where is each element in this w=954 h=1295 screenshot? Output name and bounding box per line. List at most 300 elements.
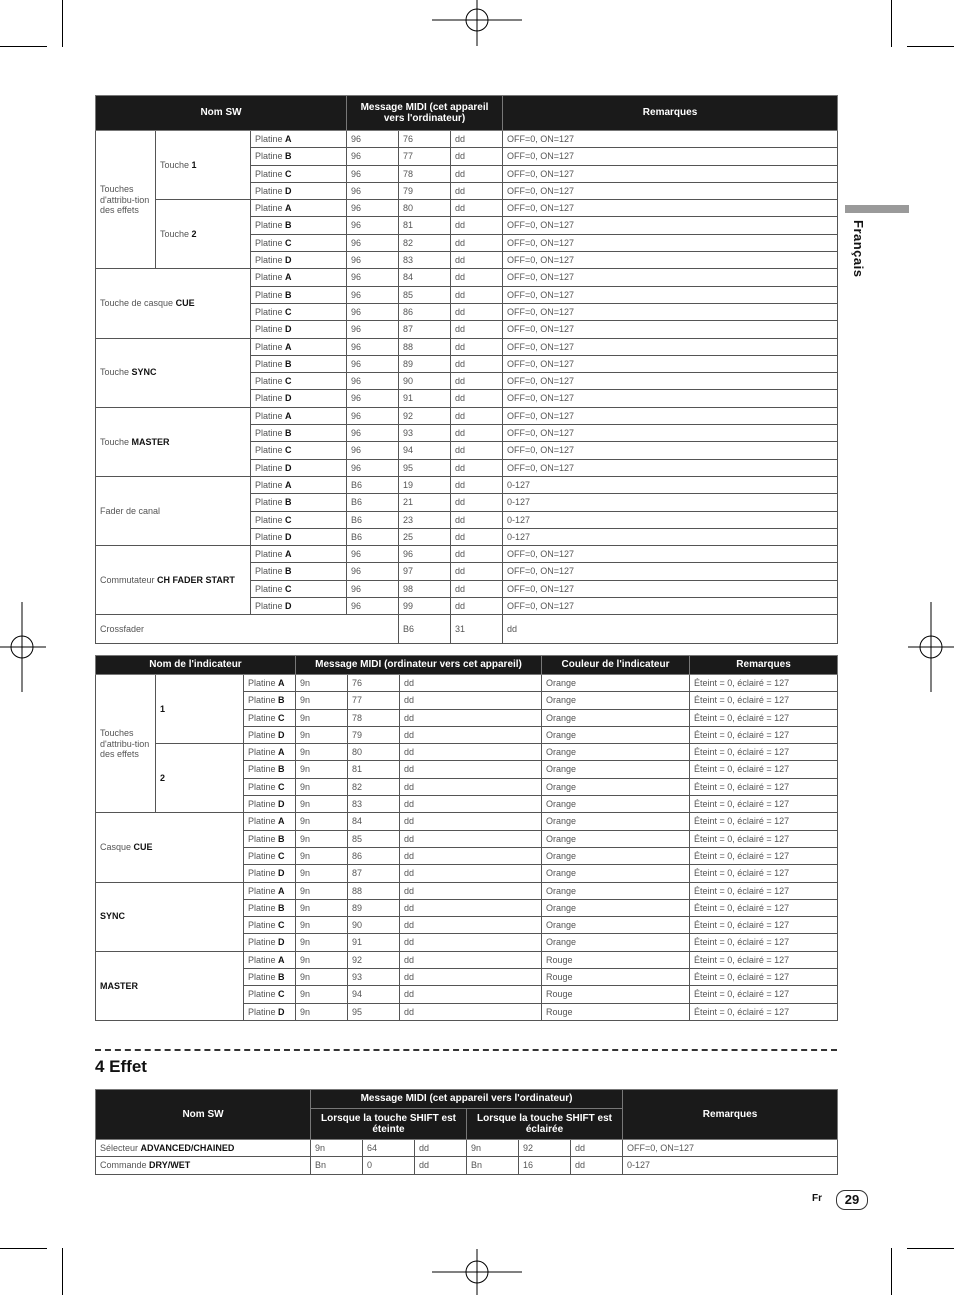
remark: Éteint = 0, éclairé = 127 (690, 761, 838, 778)
header-message-midi: Message MIDI (cet appareil vers l'ordinateur) (347, 96, 503, 131)
indicator-color: Rouge (542, 951, 690, 968)
status-byte: 96 (347, 165, 399, 182)
note-number: 85 (348, 830, 400, 847)
status-byte: 96 (347, 217, 399, 234)
remark: 0-127 (503, 476, 838, 493)
remark: OFF=0, ON=127 (503, 355, 838, 372)
data-byte: dd (400, 796, 542, 813)
deck-letter: A (278, 816, 285, 827)
table-row (96, 131, 838, 148)
indicator-color: Rouge (542, 969, 690, 986)
group-label (96, 131, 156, 269)
deck-cell (244, 1003, 296, 1020)
deck-cell (251, 217, 347, 234)
note-number: 87 (348, 865, 400, 882)
note-number: 87 (399, 321, 451, 338)
deck-prefix: Platine (255, 341, 283, 352)
data-byte: dd (451, 442, 503, 459)
deck-cell (251, 476, 347, 493)
group-label-bold: CUE (175, 298, 195, 309)
midi-table-effects (95, 1089, 838, 1175)
remark: OFF=0, ON=127 (503, 563, 838, 580)
remark: Éteint = 0, éclairé = 127 (690, 865, 838, 882)
indicator-color: Orange (542, 796, 690, 813)
deck-prefix: Platine (255, 531, 283, 542)
data-byte: dd (451, 217, 503, 234)
group-label-text: Commutateur (100, 575, 155, 586)
note-number: 84 (399, 269, 451, 286)
crop-mark (0, 46, 47, 47)
deck-prefix: Platine (248, 695, 276, 706)
deck-letter: D (278, 799, 285, 810)
note-number: 85 (399, 286, 451, 303)
deck-letter: A (285, 549, 292, 560)
deck-letter: C (285, 583, 292, 594)
deck-cell (251, 425, 347, 442)
status-byte: 9n (296, 709, 348, 726)
deck-letter: B (285, 220, 292, 231)
status-byte: 96 (347, 563, 399, 580)
deck-cell (251, 390, 347, 407)
status-byte: 96 (347, 425, 399, 442)
data-byte: dd (451, 476, 503, 493)
deck-letter: C (285, 237, 292, 248)
data-byte: dd (400, 951, 542, 968)
data-byte: dd (451, 355, 503, 372)
remark: 0-127 (503, 511, 838, 528)
remark: OFF=0, ON=127 (503, 165, 838, 182)
deck-letter: A (278, 885, 285, 896)
deck-cell (251, 303, 347, 320)
deck-prefix: Platine (255, 393, 283, 404)
table-header-row (96, 1090, 838, 1109)
header-remarques: Remarques (623, 1090, 838, 1140)
data-byte: dd (400, 847, 542, 864)
header-couleur: Couleur de l'indicateur (542, 656, 690, 675)
group-label-bold: SYNC (100, 911, 126, 922)
deck-prefix: Platine (248, 781, 276, 792)
deck-prefix: Platine (255, 497, 283, 508)
deck-letter: D (285, 462, 292, 473)
deck-letter: A (278, 747, 285, 758)
group-label-bold: CH FADER START (157, 575, 235, 586)
deck-cell (244, 778, 296, 795)
table-row (96, 546, 838, 563)
status-byte: 9n (296, 692, 348, 709)
note-number: 21 (399, 494, 451, 511)
remark: OFF=0, ON=127 (503, 598, 838, 615)
deck-prefix: Platine (255, 600, 283, 611)
remark: OFF=0, ON=127 (503, 407, 838, 424)
deck-prefix: Platine (255, 462, 283, 473)
note-number: 76 (399, 131, 451, 148)
note-number: 80 (399, 200, 451, 217)
remark: Éteint = 0, éclairé = 127 (690, 744, 838, 761)
registration-mark (432, 1249, 522, 1295)
data-byte: dd (400, 865, 542, 882)
subgroup-label (156, 131, 251, 200)
deck-letter: B (278, 972, 285, 983)
midi-value: dd (571, 1140, 623, 1157)
data-byte: dd (451, 373, 503, 390)
deck-letter: B (278, 902, 285, 913)
status-byte: 9n (296, 986, 348, 1003)
note-number: 83 (348, 796, 400, 813)
remark: OFF=0, ON=127 (503, 148, 838, 165)
status-byte: 9n (296, 761, 348, 778)
group-label-text: Touche (100, 367, 130, 378)
note-number: 90 (399, 373, 451, 390)
deck-cell (244, 813, 296, 830)
group-label-text: Touches d'attribu-tion des effets (100, 728, 150, 759)
table-row (96, 675, 838, 692)
deck-prefix: Platine (248, 764, 276, 775)
status-byte: B6 (399, 615, 451, 644)
deck-letter: C (285, 514, 292, 525)
deck-prefix: Platine (255, 324, 283, 335)
group-label-text: Touche (100, 436, 130, 447)
indicator-color: Orange (542, 778, 690, 795)
crop-mark (891, 1248, 892, 1295)
group-label (96, 951, 244, 1020)
deck-cell (244, 951, 296, 968)
deck-prefix: Platine (248, 729, 276, 740)
deck-cell (251, 131, 347, 148)
deck-cell (251, 494, 347, 511)
note-number: 99 (399, 598, 451, 615)
deck-prefix: Platine (255, 358, 283, 369)
deck-prefix: Platine (255, 376, 283, 387)
group-label-bold: MASTER (100, 980, 138, 991)
indicator-color: Orange (542, 847, 690, 864)
status-byte: B6 (347, 511, 399, 528)
data-byte: dd (451, 131, 503, 148)
note-number: 82 (348, 778, 400, 795)
group-label-text: Casque (100, 842, 132, 853)
deck-cell (251, 234, 347, 251)
indicator-color: Orange (542, 709, 690, 726)
midi-value: dd (415, 1140, 467, 1157)
midi-value: 64 (363, 1140, 415, 1157)
data-byte: dd (400, 778, 542, 795)
subgroup-label-bold: 2 (160, 773, 166, 784)
deck-letter: A (278, 677, 285, 688)
midi-value: dd (571, 1157, 623, 1174)
data-byte: dd (400, 726, 542, 743)
remark: OFF=0, ON=127 (503, 303, 838, 320)
deck-letter: C (278, 850, 285, 861)
data-byte: dd (451, 425, 503, 442)
status-byte: 9n (296, 917, 348, 934)
indicator-color: Orange (542, 813, 690, 830)
note-number: 81 (399, 217, 451, 234)
deck-cell (244, 726, 296, 743)
deck-letter: A (285, 341, 292, 352)
group-label (96, 546, 251, 615)
remark: OFF=0, ON=127 (503, 252, 838, 269)
deck-prefix: Platine (248, 920, 276, 931)
deck-prefix: Platine (248, 816, 276, 827)
deck-letter: A (278, 954, 285, 965)
deck-letter: D (285, 185, 292, 196)
note-number: 90 (348, 917, 400, 934)
deck-letter: A (285, 479, 292, 490)
indicator-color: Orange (542, 830, 690, 847)
status-byte: 96 (347, 373, 399, 390)
deck-cell (251, 355, 347, 372)
control-label-bold: DRY/WET (149, 1160, 191, 1171)
deck-cell (244, 986, 296, 1003)
deck-letter: D (278, 729, 285, 740)
status-byte: 96 (347, 546, 399, 563)
table-row (96, 882, 838, 899)
table-row (96, 1140, 838, 1157)
deck-cell (244, 899, 296, 916)
table-row (96, 269, 838, 286)
remark: OFF=0, ON=127 (503, 217, 838, 234)
indicator-color: Rouge (542, 1003, 690, 1020)
note-number: 92 (399, 407, 451, 424)
status-byte: 9n (296, 726, 348, 743)
control-label-text: Commande (100, 1160, 147, 1171)
registration-mark (432, 0, 522, 46)
data-byte: dd (400, 969, 542, 986)
note-number: 88 (399, 338, 451, 355)
status-byte: 96 (347, 182, 399, 199)
note-number: 92 (348, 951, 400, 968)
midi-table-indicators (95, 655, 838, 1021)
indicator-color: Orange (542, 899, 690, 916)
crop-mark (907, 46, 954, 47)
note-number: 91 (399, 390, 451, 407)
language-tab-bar (845, 205, 909, 213)
remark: Éteint = 0, éclairé = 127 (690, 951, 838, 968)
table-row (96, 813, 838, 830)
remark: Éteint = 0, éclairé = 127 (690, 709, 838, 726)
note-number: 84 (348, 813, 400, 830)
note-number: 19 (399, 476, 451, 493)
status-byte: 96 (347, 598, 399, 615)
status-byte: 96 (347, 355, 399, 372)
header-remarques: Remarques (690, 656, 838, 675)
crop-mark (0, 1248, 47, 1249)
data-byte: dd (400, 744, 542, 761)
subgroup-label-text: Touche (160, 229, 190, 240)
deck-cell (244, 692, 296, 709)
deck-prefix: Platine (248, 868, 276, 879)
data-byte: dd (400, 675, 542, 692)
note-number: 31 (451, 615, 503, 644)
note-number: 86 (399, 303, 451, 320)
header-message-midi: Message MIDI (cet appareil vers l'ordinateur) (311, 1090, 623, 1109)
deck-cell (251, 511, 347, 528)
data-byte: dd (451, 303, 503, 320)
remark: OFF=0, ON=127 (503, 442, 838, 459)
indicator-color: Orange (542, 882, 690, 899)
midi-value: Bn (311, 1157, 363, 1174)
remark: OFF=0, ON=127 (503, 131, 838, 148)
deck-prefix: Platine (255, 410, 283, 421)
section-divider (95, 1049, 837, 1051)
deck-letter: B (278, 833, 285, 844)
status-byte: 96 (347, 131, 399, 148)
group-label-text: Touches d'attribu-tion des effets (100, 184, 150, 215)
header-message-midi: Message MIDI (ordinateur vers cet appareil) (296, 656, 542, 675)
data-byte: dd (451, 598, 503, 615)
midi-table-switches (95, 95, 838, 644)
remark: 0-127 (503, 494, 838, 511)
status-byte: 9n (296, 865, 348, 882)
midi-value: dd (415, 1157, 467, 1174)
status-byte: 96 (347, 390, 399, 407)
deck-cell (244, 934, 296, 951)
deck-letter: B (285, 151, 292, 162)
data-byte: dd (451, 580, 503, 597)
remark: Éteint = 0, éclairé = 127 (690, 675, 838, 692)
group-label (96, 476, 251, 545)
data-byte: dd (400, 813, 542, 830)
note-number: 81 (348, 761, 400, 778)
registration-mark (908, 602, 954, 692)
indicator-color: Orange (542, 761, 690, 778)
deck-letter: B (285, 289, 292, 300)
remark: OFF=0, ON=127 (503, 234, 838, 251)
table-header-row (96, 96, 838, 131)
deck-letter: D (278, 1006, 285, 1017)
deck-letter: C (285, 306, 292, 317)
status-byte: 96 (347, 286, 399, 303)
status-byte: 96 (347, 148, 399, 165)
header-nom-sw: Nom SW (96, 96, 347, 131)
group-label (96, 813, 244, 882)
data-byte: dd (400, 1003, 542, 1020)
status-byte: 96 (347, 442, 399, 459)
remark: OFF=0, ON=127 (503, 200, 838, 217)
header-remarques: Remarques (503, 96, 838, 131)
deck-prefix: Platine (248, 937, 276, 948)
deck-letter: A (285, 272, 292, 283)
note-number: 79 (348, 726, 400, 743)
remark: Éteint = 0, éclairé = 127 (690, 847, 838, 864)
header-shift-on: Lorsque la touche SHIFT est éclairée (467, 1109, 623, 1140)
note-number: 94 (399, 442, 451, 459)
deck-prefix: Platine (248, 1006, 276, 1017)
status-byte: 9n (296, 969, 348, 986)
status-byte: 9n (296, 744, 348, 761)
note-number: 91 (348, 934, 400, 951)
deck-cell (251, 338, 347, 355)
remark: Éteint = 0, éclairé = 127 (690, 917, 838, 934)
deck-cell (251, 200, 347, 217)
note-number: 78 (399, 165, 451, 182)
deck-letter: D (285, 531, 292, 542)
remark: Éteint = 0, éclairé = 127 (690, 1003, 838, 1020)
data-byte: dd (400, 709, 542, 726)
status-byte: 96 (347, 338, 399, 355)
deck-cell (244, 969, 296, 986)
crop-mark (62, 0, 63, 47)
deck-prefix: Platine (255, 203, 283, 214)
remark: OFF=0, ON=127 (503, 338, 838, 355)
status-byte: 96 (347, 407, 399, 424)
deck-cell (251, 563, 347, 580)
data-byte: dd (451, 563, 503, 580)
remark: OFF=0, ON=127 (503, 546, 838, 563)
deck-prefix: Platine (255, 566, 283, 577)
control-label (96, 1140, 311, 1157)
deck-prefix: Platine (248, 954, 276, 965)
note-number: 76 (348, 675, 400, 692)
deck-cell (251, 148, 347, 165)
data-byte: dd (400, 917, 542, 934)
deck-letter: C (278, 712, 285, 723)
note-number: 25 (399, 528, 451, 545)
group-label (96, 882, 244, 951)
deck-cell (244, 830, 296, 847)
deck-prefix: Platine (248, 972, 276, 983)
note-number: 80 (348, 744, 400, 761)
note-number: 97 (399, 563, 451, 580)
deck-prefix: Platine (255, 479, 283, 490)
group-label (96, 675, 156, 813)
deck-prefix: Platine (255, 255, 283, 266)
crossfader-label: Crossfader (96, 615, 399, 644)
status-byte: 96 (347, 252, 399, 269)
remark: 0-127 (503, 528, 838, 545)
deck-prefix: Platine (255, 220, 283, 231)
deck-prefix: Platine (255, 289, 283, 300)
status-byte: 96 (347, 321, 399, 338)
deck-cell (244, 847, 296, 864)
indicator-color: Rouge (542, 986, 690, 1003)
deck-prefix: Platine (255, 428, 283, 439)
deck-prefix: Platine (255, 583, 283, 594)
status-byte: 9n (296, 1003, 348, 1020)
indicator-color: Orange (542, 692, 690, 709)
subgroup-label-text: Touche (160, 159, 190, 170)
deck-prefix: Platine (248, 989, 276, 1000)
indicator-color: Orange (542, 675, 690, 692)
registration-mark (0, 602, 46, 692)
deck-prefix: Platine (255, 549, 283, 560)
status-byte: 9n (296, 675, 348, 692)
deck-prefix: Platine (248, 747, 276, 758)
data-byte: dd (451, 148, 503, 165)
section-title: 4 Effet (95, 1057, 147, 1076)
deck-prefix: Platine (248, 850, 276, 861)
note-number: 93 (348, 969, 400, 986)
remark: Éteint = 0, éclairé = 127 (690, 813, 838, 830)
note-number: 83 (399, 252, 451, 269)
status-byte: 96 (347, 200, 399, 217)
deck-cell (244, 761, 296, 778)
deck-cell (251, 286, 347, 303)
footer-language-code: Fr (812, 1193, 822, 1204)
deck-letter: A (285, 203, 292, 214)
group-label (96, 407, 251, 476)
status-byte: 96 (347, 580, 399, 597)
deck-letter: D (278, 937, 285, 948)
midi-value: 9n (311, 1140, 363, 1157)
deck-cell (244, 917, 296, 934)
deck-letter: D (285, 324, 292, 335)
deck-letter: B (285, 497, 292, 508)
indicator-color: Orange (542, 744, 690, 761)
deck-prefix: Platine (255, 272, 283, 283)
status-byte: B6 (347, 494, 399, 511)
status-byte: B6 (347, 476, 399, 493)
data-byte: dd (451, 494, 503, 511)
